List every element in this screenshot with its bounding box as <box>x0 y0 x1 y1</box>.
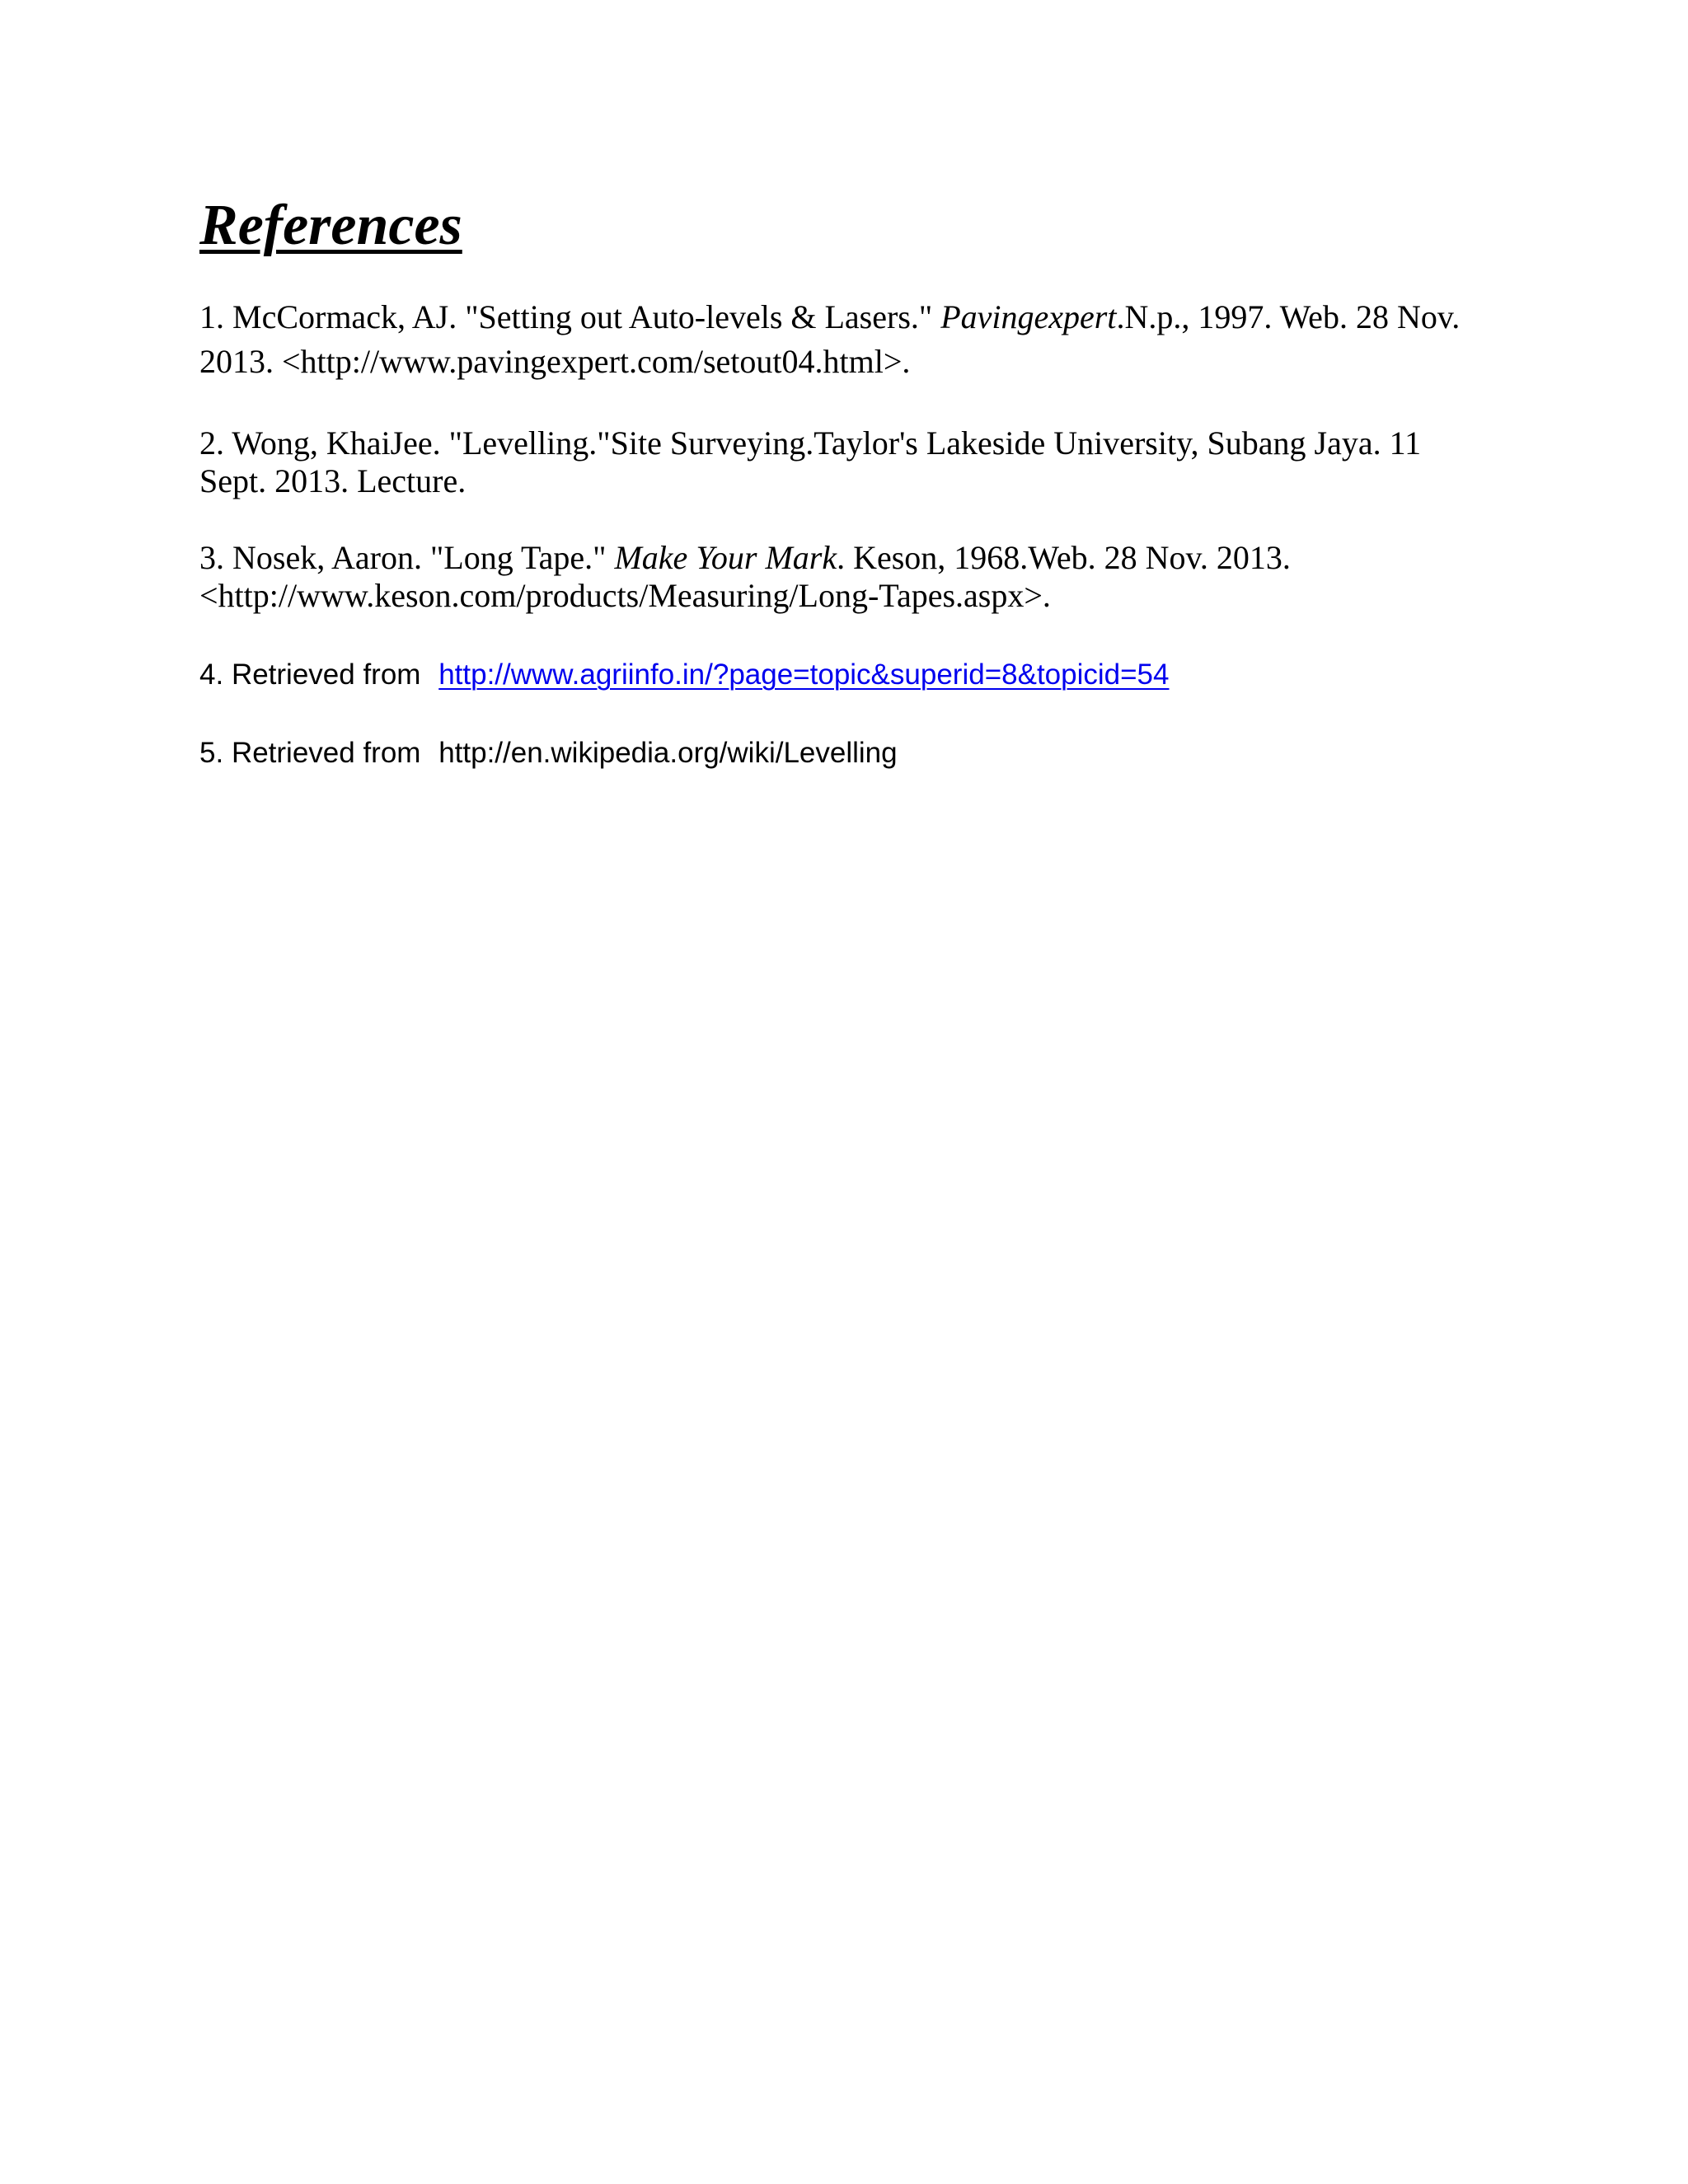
reference-1-title: "Setting out Auto-levels & Lasers." <box>465 298 933 335</box>
reference-3-title: "Long Tape." <box>429 539 607 576</box>
reference-item-1 <box>199 295 1568 384</box>
reference-4-number: 4. <box>199 658 224 691</box>
reference-1-author: McCormack, AJ. <box>232 298 457 335</box>
reference-1-publication: .N.p., 1997. Web. 28 Nov. <box>1116 298 1461 335</box>
reference-5-prefix: Retrieved from <box>231 737 421 769</box>
reference-3-line-2: <http://www.keson.com/products/Measuring/Long-Tapes.aspx>. <box>199 577 1051 614</box>
reference-item-2 <box>199 424 1568 500</box>
reference-2-text: Wong, KhaiJee. "Levelling."Site Surveying.Taylor's Lakeside University, Subang Jaya. 11 <box>232 424 1422 462</box>
reference-3-author: Nosek, Aaron. <box>232 539 422 576</box>
reference-2-number: 2. <box>199 424 224 462</box>
reference-5-number: 5. <box>199 737 224 769</box>
reference-1-line-1 <box>199 295 1568 340</box>
reference-1-number: 1. <box>199 298 224 335</box>
reference-2-line-1 <box>199 424 1568 462</box>
reference-3-source: Make Your Mark <box>614 539 837 576</box>
reference-3-publication: . Keson, 1968.Web. 28 Nov. 2013. <box>837 539 1291 576</box>
reference-5-url: http://en.wikipedia.org/wiki/Levelling <box>438 737 898 769</box>
reference-4-link[interactable]: http://www.agriinfo.in/?page=topic&superid=8&topicid=54 <box>438 658 1170 691</box>
reference-item-5 <box>199 732 1568 775</box>
reference-item-4 <box>199 654 1568 696</box>
reference-1-line-2: 2013. <http://www.pavingexpert.com/setout04.html>. <box>199 343 911 380</box>
page-title: References <box>199 194 462 257</box>
reference-3-line-1 <box>199 539 1568 577</box>
reference-4-prefix: Retrieved from <box>231 658 421 691</box>
reference-2-line-2: Sept. 2013. Lecture. <box>199 462 467 499</box>
reference-3-number: 3. <box>199 539 224 576</box>
reference-item-3 <box>199 539 1568 615</box>
reference-1-source: Pavingexpert <box>940 298 1117 335</box>
